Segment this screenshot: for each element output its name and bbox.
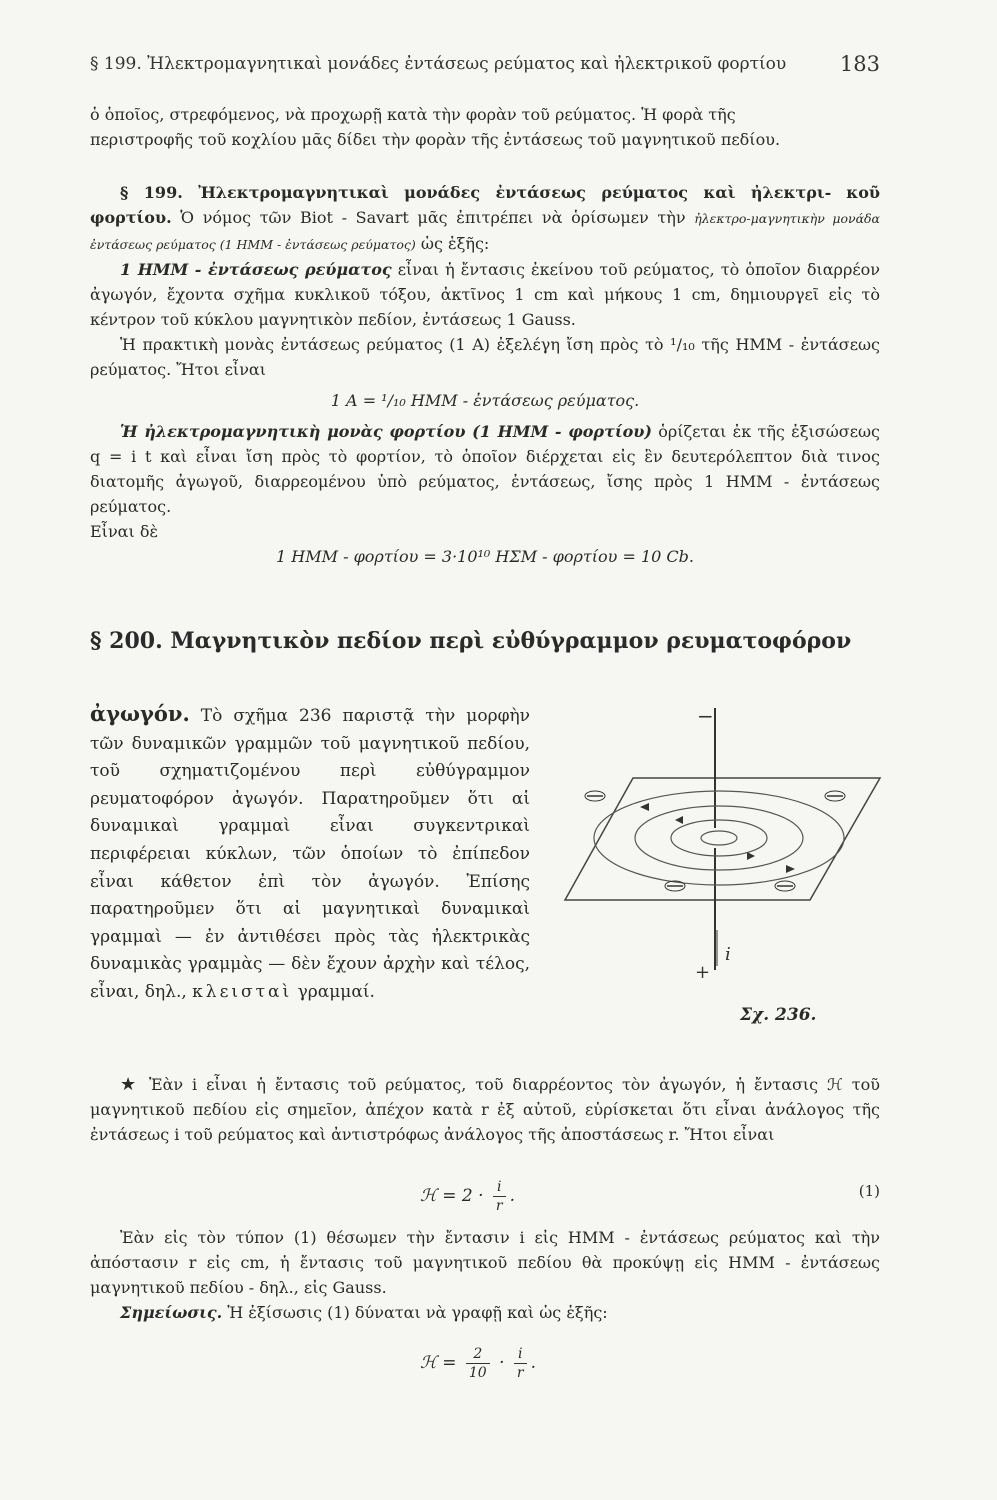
book-page xyxy=(90,40,880,1480)
equation-2-denominator-2: r xyxy=(514,1363,527,1382)
field-direction-arrow xyxy=(675,816,683,824)
star-section-text: Ἐὰν i εἶναι ἡ ἔντασις τοῦ ρεύματος, τοῦ διαρρέοντος τὸν ἀγωγόν, ἡ ἔντασις ℋ τοῦ μαγνητικοῦ πεδίου εἰς σημεῖον, ἀπέχον κατὰ r ἐξ αὐτοῦ, εὑρίσκεται ὅτι εἶναι ἀνάλογος τῆς ἐντάσεως i τοῦ ρεύματος καὶ ἀντιστρόφως ἀνάλογος τῆς ἀποστάσεως r. Ἤτοι εἶναι xyxy=(90,1075,880,1144)
section-200-title-cont: ἀγωγόν. xyxy=(90,701,190,726)
field-direction-arrow xyxy=(786,865,795,873)
emu-unit-name: ἠλεκτρο-μαγνητικὴν μονάδα ἐντάσεως ρεύματος (1 ΗΜΜ - ἐντάσεως ρεύματος) xyxy=(90,211,880,252)
note-text: Ἡ ἐξίσωσις (1) δύναται νὰ γραφῇ καὶ ὡς ἑξῆς: xyxy=(227,1303,608,1322)
section-200-body: Τὸ σχῆμα 236 παριστᾷ τὴν μορφὴν τῶν δυναμικῶν γραμμῶν τοῦ μαγνητικοῦ πεδίου, τοῦ σχηματιζομένου περὶ εὐθύγραμμον ρευματοφόρον ἀγωγόν. Παρατηροῦμεν ὅτι αἱ δυναμικαὶ γραμμαὶ εἶναι συγκεντρικαὶ περιφέρειαι κύκλων, τῶν ὁποίων τὸ ἐπίπεδον εἶναι κάθετον ἐπὶ τὸν ἀγωγόν. Ἐπίσης παρατηροῦμεν ὅτι αἱ μαγνητικαὶ δυναμικαὶ γραμμαὶ — ἐν ἀντιθέσει πρὸς τὰς ἠλεκτρικὰς δυναμικὰς γραμμὰς — δὲν ἔχουν ἀρχὴν καὶ τέλος, εἶναι, δηλ., xyxy=(90,706,530,1002)
definition-term: 1 ΗΜΜ - ἐντάσεως ρεύματος xyxy=(120,260,392,279)
section-199-heading-cont: κοῦ φορτίου. xyxy=(90,183,880,227)
equation-2-numerator-2: i xyxy=(518,1346,523,1362)
conductor-field-diagram xyxy=(545,668,890,988)
section-199 xyxy=(90,180,880,569)
formula-ampere: 1 Α = ¹/₁₀ ΗΜΜ - ἐντάσεως ρεύματος. xyxy=(330,391,640,410)
field-direction-arrow xyxy=(640,803,649,811)
equation-2-lhs: ℋ = xyxy=(420,1353,457,1373)
plus-sign: + xyxy=(695,962,711,983)
field-line-middle xyxy=(635,806,803,870)
formula-charge: 1 ΗΜΜ - φορτίου = 3·10¹⁰ ΗΣΜ - φορτίου = 10 Cb. xyxy=(276,547,694,566)
equation-1-dot: . xyxy=(509,1186,515,1206)
intro-line-2: περιστροφῆς τοῦ κοχλίου μᾶς δίδει τὴν φορὰν τῆς ἐντάσεως τοῦ μαγνητικοῦ πεδίου. xyxy=(90,130,781,149)
equation-1-denominator: r xyxy=(493,1196,506,1215)
charge-unit-term: Ἡ ἠλεκτρομαγνητικὴ μονὰς φορτίου (1 ΗΜΜ - φορτίου) xyxy=(120,422,652,441)
star-section xyxy=(90,1072,880,1147)
equation-1-label: (1) xyxy=(858,1182,880,1200)
section-200-heading xyxy=(90,625,880,657)
equation-2-fraction-2 xyxy=(514,1345,527,1382)
units-text: Ἐὰν εἰς τὸν τύπον (1) θέσωμεν τὴν ἔντασιν i εἰς ΗΜΜ - ἐντάσεως ρεύματος καὶ τὴν ἀπόστασιν r εἰς cm, ἡ ἔντασις τοῦ μαγνητικοῦ πεδίου θὰ προκύψῃ εἰς ΗΜΜ - ἐντάσεως μαγνητικοῦ πεδίου - δηλ., εἰς Gauss. xyxy=(90,1228,880,1297)
einai-de: Εἶναι δὲ xyxy=(90,522,159,541)
section-200-title: § 200. Μαγνητικὸν πεδίον περὶ εὐθύγραμμον ρευματοφόρον xyxy=(90,628,852,654)
figure-caption: Σχ. 236. xyxy=(740,1005,817,1025)
section-199-text: Ὁ νόμος τῶν Biot - Savart μᾶς ἐπιτρέπει νὰ ὁρίσωμεν τὴν xyxy=(180,208,695,227)
field-line-outer xyxy=(594,791,844,885)
compass-needle-1 xyxy=(585,791,605,801)
current-label: i xyxy=(725,944,731,965)
equation-2-denominator-1: 10 xyxy=(466,1363,490,1382)
field-direction-arrow xyxy=(747,852,755,860)
running-title: § 199. Ἠλεκτρομαγνητικαὶ μονάδες ἐντάσεως ρεύματος καὶ ἠλεκτρικοῦ φορτίου xyxy=(90,54,787,74)
equation-1 xyxy=(420,1178,515,1215)
running-header xyxy=(90,54,880,74)
star-icon: ★ xyxy=(120,1074,140,1095)
equation-2-numerator-1: 2 xyxy=(473,1346,483,1362)
compass-needle-2 xyxy=(825,791,845,801)
intro-paragraph xyxy=(90,102,880,152)
note-label: Σημείωσις. xyxy=(120,1303,223,1322)
field-line-center xyxy=(701,831,737,845)
equation-2-fraction-1 xyxy=(466,1345,490,1382)
equation-2-dot-operator: · xyxy=(499,1353,505,1373)
equation-1-lhs: ℋ = 2 · xyxy=(420,1186,484,1206)
units-paragraph xyxy=(90,1225,880,1325)
section-199-text-end: ὡς ἑξῆς: xyxy=(420,234,490,253)
practical-unit-text: Ἡ πρακτικὴ μονὰς ἐντάσεως ρεύματος (1 Α) ἐξελέγη ἴση πρὸς τὸ ¹/₁₀ τῆς ΗΜΜ - ἐντάσεως ρεύματος. Ἤτοι εἶναι xyxy=(90,335,880,379)
section-200-body-end: γραμμαί. xyxy=(292,981,375,1002)
figure-236 xyxy=(545,668,890,988)
charge-unit-text: ὁρίζεται ἐκ τῆς ἐξισώσεως q = i t καὶ εἶναι ἴση πρὸς τὸ φορτίον, τὸ ὁποῖον διέρχεται εἰς ἓν δευτερόλεπτον διὰ τινος διατομῆς ἀγωγοῦ, διαρρεομένου ὑπὸ ρεύματος, ἐντάσεως, ἴσης πρὸς 1 ΗΜΜ - ἐντάσεως ρεύματος. xyxy=(90,422,880,516)
equation-1-fraction xyxy=(493,1178,506,1215)
field-line-inner xyxy=(671,820,767,856)
intro-line-1: ὁ ὁποῖος, στρεφόμενος, νὰ προχωρῇ κατὰ τὴν φορὰν τοῦ ρεύματος. Ἡ φορὰ τῆς xyxy=(90,105,736,124)
closed-lines-term: κλεισταὶ xyxy=(192,981,293,1002)
equation-2 xyxy=(420,1345,536,1382)
definition-text: εἶναι ἡ ἔντασις ἐκείνου τοῦ ρεύματος, τὸ ὁποῖον διαρρέον ἀγωγόν, ἔχοντα σχῆμα κυκλικοῦ τόξου, ἀκτῖνος 1 cm καὶ μήκους 1 cm, δημιουργεῖ εἰς τὸ κέντρον τοῦ κύκλου μαγνητικὸν πεδίον, ἐντάσεως 1 Gauss. xyxy=(90,260,880,329)
section-199-heading: § 199. Ἠλεκτρομαγνητικαὶ μονάδες ἐντάσεως ρεύματος καὶ ἠλεκτρι- xyxy=(120,183,832,202)
compass-needle-4 xyxy=(775,881,795,891)
equation-1-numerator: i xyxy=(497,1179,502,1195)
page-number: 183 xyxy=(839,52,880,76)
equation-2-dot: . xyxy=(530,1353,537,1373)
minus-sign: − xyxy=(697,704,714,728)
section-200-text xyxy=(90,700,530,1007)
